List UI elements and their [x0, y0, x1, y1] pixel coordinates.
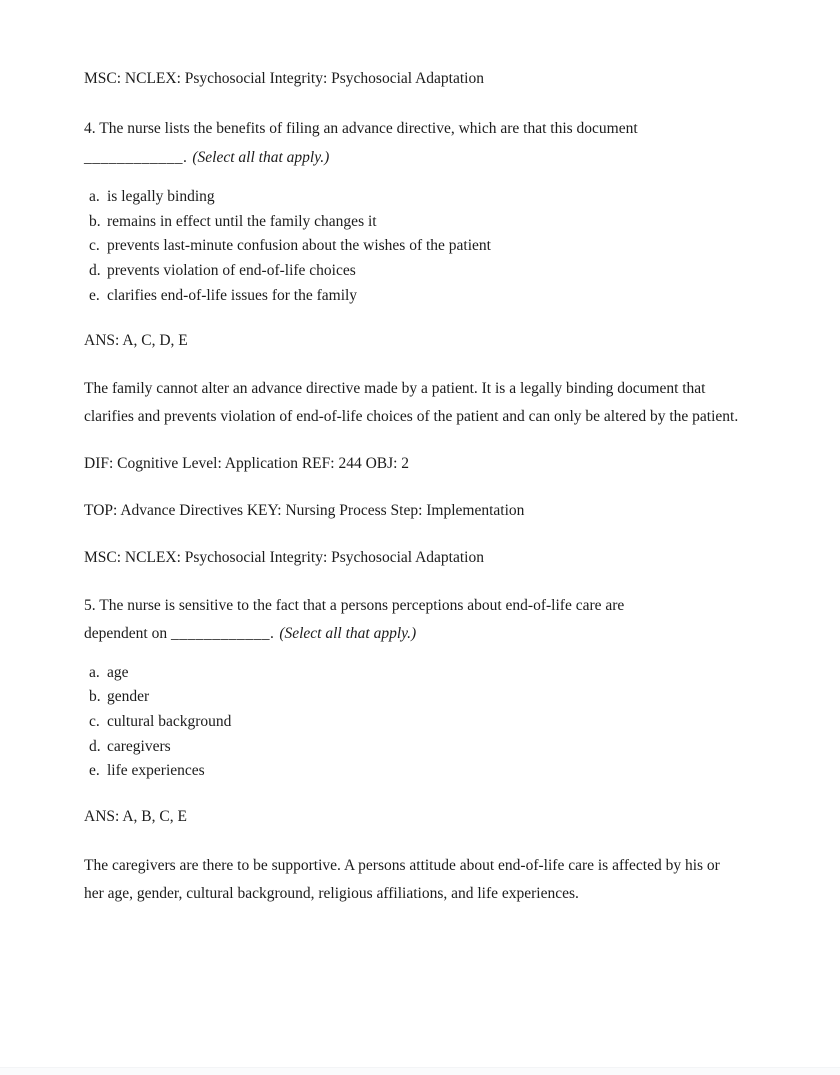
option-text: cultural background: [107, 712, 232, 730]
option-row: [89, 259, 740, 284]
question-5-answer: ANS: A, B, C, E: [84, 808, 187, 826]
dif-tag-line: DIF: Cognitive Level: Application REF: 244 OBJ: 2: [84, 454, 410, 472]
answer-blank: ____________.: [84, 149, 188, 166]
option-text: prevents violation of end-of-life choices: [107, 262, 356, 280]
option-row: [89, 234, 740, 259]
option-row: [89, 735, 740, 760]
question-4-rationale: The family cannot alter an advance directive made by a patient. It is a legally binding document that clarifies and prevents violation of end-of-life choices of the patient and can only be altered by the patient.: [84, 379, 739, 425]
option-text: remains in effect until the family changes it: [107, 212, 377, 230]
question-5-options: [84, 661, 740, 785]
option-letter: a.: [89, 188, 100, 205]
select-all-note: (Select all that apply.): [279, 624, 417, 642]
option-letter: e.: [89, 286, 100, 304]
option-row: [89, 185, 740, 210]
msc-tag-line-previous: MSC: NCLEX: Psychosocial Integrity: Psychosocial Adaptation: [84, 70, 484, 87]
question-5-stem-line2: [84, 620, 740, 648]
question-4-stem-line1: 4. The nurse lists the benefits of filing an advance directive, which are that this document: [84, 120, 638, 137]
option-letter: b.: [89, 688, 101, 706]
answer-blank: ____________.: [170, 624, 275, 642]
option-text: is legally binding: [107, 188, 215, 205]
question-5-stem-line1: 5. The nurse is sensitive to the fact that a persons perceptions about end-of-life care are: [84, 596, 625, 614]
option-letter: b.: [89, 212, 101, 230]
option-letter: c.: [89, 712, 100, 730]
option-row: [89, 661, 740, 686]
option-row: [89, 685, 740, 710]
option-text: gender: [107, 688, 150, 706]
page-edge: [0, 1067, 840, 1075]
option-letter: d.: [89, 262, 101, 280]
question-5-rationale: The caregivers are there to be supportive. A persons attitude about end-of-life care is affected by his or her age, gender, cultural background, religious affiliations, and life experiences.: [84, 857, 720, 903]
question-5-stem-line2-prefix: dependent on: [84, 624, 171, 642]
question-4-answer: ANS: A, C, D, E: [84, 331, 188, 349]
option-text: clarifies end-of-life issues for the family: [107, 286, 358, 304]
option-letter: c.: [89, 237, 100, 255]
select-all-note: (Select all that apply.): [192, 149, 330, 166]
top-tag-line: TOP: Advance Directives KEY: Nursing Process Step: Implementation: [84, 501, 525, 519]
option-letter: d.: [89, 737, 101, 755]
question-4-stem: [84, 114, 740, 172]
option-text: life experiences: [107, 762, 205, 780]
option-row: [89, 759, 740, 784]
option-text: prevents last-minute confusion about the wishes of the patient: [107, 237, 491, 255]
question-5-stem: [84, 592, 740, 648]
question-4-stem-line2: [84, 143, 740, 172]
option-row: [89, 210, 740, 235]
option-letter: a.: [89, 663, 100, 681]
msc-tag-line: MSC: NCLEX: Psychosocial Integrity: Psychosocial Adaptation: [84, 548, 484, 566]
option-row: [89, 710, 740, 735]
option-text: age: [107, 663, 129, 681]
option-text: caregivers: [107, 737, 171, 755]
question-4-options: [84, 185, 740, 309]
option-letter: e.: [89, 762, 100, 780]
option-row: [89, 284, 740, 309]
